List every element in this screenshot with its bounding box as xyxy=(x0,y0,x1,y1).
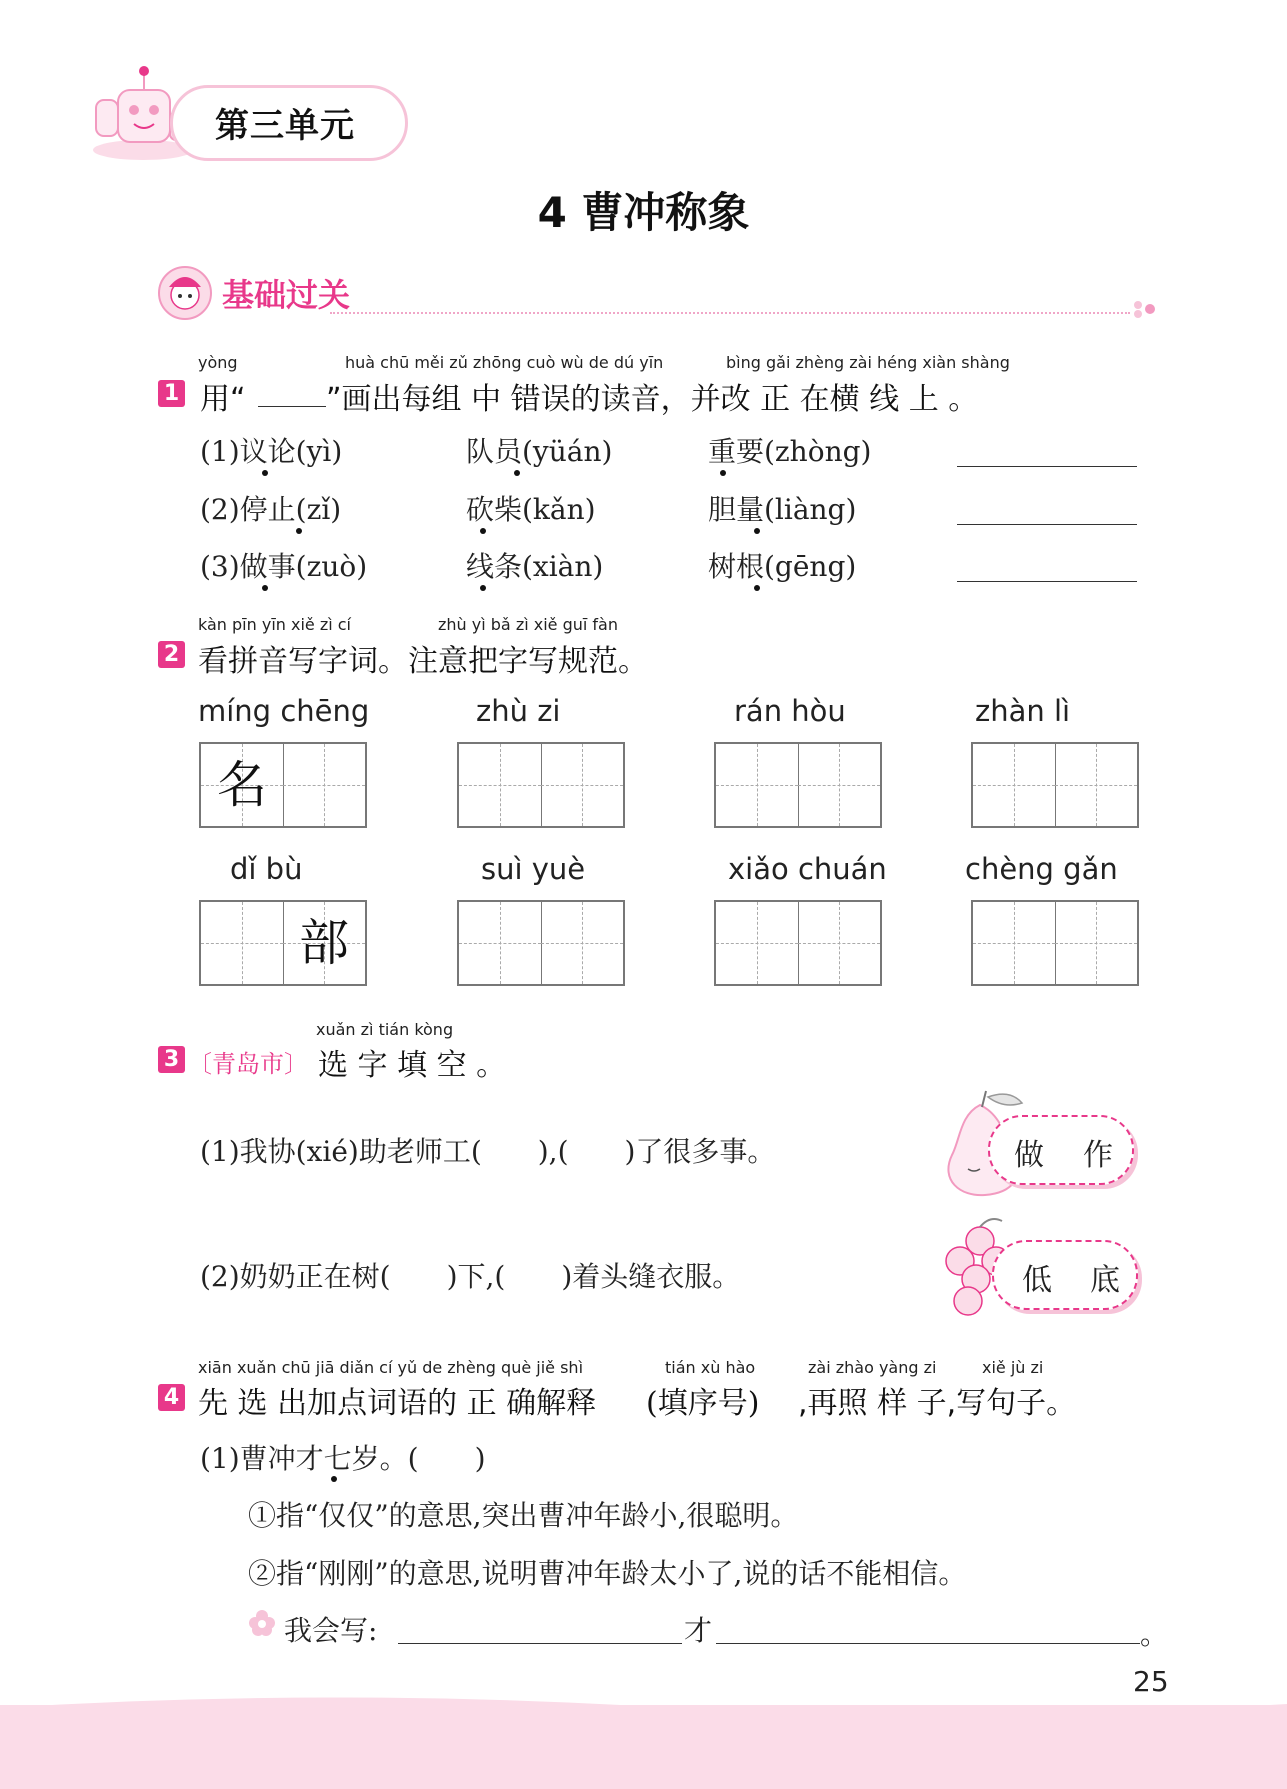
q1-row2-item3: 胆量(liàng) xyxy=(708,493,857,526)
q4-instruction-a: 先 选 出加点词语的 正 确解释 xyxy=(198,1386,597,1421)
bottom-band xyxy=(0,1705,1287,1789)
emphasis-dot xyxy=(754,528,760,534)
q2-pinyin-1: kàn pīn yīn xiě zì cí xyxy=(198,615,351,634)
q1-pinyin-3: bìng gǎi zhèng zài héng xiàn shàng xyxy=(726,353,1010,372)
q1-row3-item3: 树根(gēng) xyxy=(708,550,857,583)
writing-grid[interactable] xyxy=(199,900,367,986)
write-label: 我会写: xyxy=(284,1614,378,1647)
q3-instruction: 选 字 填 空 。 xyxy=(318,1048,507,1083)
write-end-mark: 。 xyxy=(1140,1618,1169,1651)
q1-row2-item2: 砍柴(kǎn) xyxy=(466,493,596,526)
q2-pinyin-item: rán hòu xyxy=(734,694,846,728)
q1-instruction-a: 用“ xyxy=(200,382,246,417)
question-number-3: 3 xyxy=(158,1046,185,1073)
write-line-1[interactable] xyxy=(398,1643,682,1644)
q2-pinyin-item: dǐ bù xyxy=(230,852,303,886)
emphasis-dot xyxy=(262,470,268,476)
q2-pinyin-2: zhù yì bǎ zì xiě guī fàn xyxy=(438,615,618,634)
lesson-title: 4 曹冲称象 xyxy=(537,188,750,237)
q1-answer-line-3[interactable] xyxy=(957,581,1137,582)
q4-pinyin-2: tián xù hào xyxy=(665,1358,756,1377)
choice-char: 底 xyxy=(1090,1263,1120,1298)
question-number-2: 2 xyxy=(158,641,185,668)
writing-grid[interactable] xyxy=(457,900,625,986)
writing-grid[interactable] xyxy=(714,900,882,986)
choice-char: 低 xyxy=(1022,1263,1052,1298)
q3-source-tag: 〔青岛市〕 xyxy=(188,1050,308,1078)
q4-pinyin-1: xiān xuǎn chū jiā diǎn cí yǔ de zhèng què jiě shì xyxy=(198,1358,584,1377)
page-number: 25 xyxy=(1133,1665,1169,1698)
q1-row2-item1: (2)停止(zǐ) xyxy=(200,493,342,526)
q4-option-2: ②指“刚刚”的意思,说明曹冲年龄太小了,说的话不能相信。 xyxy=(248,1557,967,1590)
q2-pinyin-item: xiǎo chuán xyxy=(728,852,887,886)
question-number-1: 1 xyxy=(158,380,185,407)
writing-grid[interactable] xyxy=(457,742,625,828)
writing-grid[interactable] xyxy=(971,900,1139,986)
q1-row1-item3: 重要(zhòng) xyxy=(708,435,872,468)
emphasis-dot xyxy=(514,470,520,476)
q1-answer-line-2[interactable] xyxy=(957,524,1137,525)
q2-instruction: 看拼音写字词。注意把字写规范。 xyxy=(198,644,648,679)
q3-sentence-2: (2)奶奶正在树( )下,( )着头缝衣服。 xyxy=(200,1260,741,1293)
q4-instruction-c: ,再照 样 子,写句子。 xyxy=(798,1386,1077,1421)
emphasis-dot xyxy=(754,585,760,591)
q1-row3-item2: 线条(xiàn) xyxy=(466,550,604,583)
section-divider xyxy=(330,312,1130,314)
q1-answer-line-1[interactable] xyxy=(957,466,1137,467)
question-number-4: 4 xyxy=(158,1384,185,1411)
flower-icon xyxy=(248,1609,276,1637)
q4-pinyin-3: zài zhào yàng zi xyxy=(808,1358,937,1377)
q4-pinyin-4: xiě jù zi xyxy=(982,1358,1044,1377)
emphasis-dot xyxy=(331,1476,337,1482)
write-line-2[interactable] xyxy=(716,1643,1140,1644)
emphasis-dot xyxy=(480,528,486,534)
q1-pinyin-2: huà chū měi zǔ zhōng cuò wù de dú yīn xyxy=(345,353,664,372)
choice-char: 作 xyxy=(1083,1138,1113,1173)
q4-instruction-b: (填序号) xyxy=(646,1386,760,1421)
emphasis-dot xyxy=(296,528,302,534)
dots-decoration-icon xyxy=(1133,299,1163,319)
q2-pinyin-item: chèng gǎn xyxy=(965,852,1118,886)
grid-char: 部 xyxy=(299,914,349,972)
q1-row3-item1: (3)做事(zuò) xyxy=(200,550,368,583)
q1-pinyin-1: yòng xyxy=(198,353,238,372)
q3-sentence-1: (1)我协(xié)助老师工( ),( )了很多事。 xyxy=(200,1135,776,1168)
grid-char xyxy=(283,744,365,826)
section-title: 基础过关 xyxy=(222,276,351,314)
writing-grid[interactable] xyxy=(199,742,367,828)
q1-instruction-b: ”画出每组 中 错误的读音，并改 正 在横 线 上 。 xyxy=(326,382,979,417)
q1-underline-sample xyxy=(258,406,326,407)
q1-row1-item1: (1)议论(yì) xyxy=(200,435,343,468)
q2-pinyin-item: míng chēng xyxy=(198,694,370,728)
q2-pinyin-item: zhàn lì xyxy=(975,694,1071,728)
writing-grid[interactable] xyxy=(714,742,882,828)
writing-grid[interactable] xyxy=(971,742,1139,828)
girl-avatar-icon xyxy=(157,265,213,321)
q3-pinyin: xuǎn zì tián kòng xyxy=(316,1020,454,1039)
emphasis-dot xyxy=(720,470,726,476)
q2-pinyin-item: zhù zi xyxy=(476,694,561,728)
emphasis-dot xyxy=(480,585,486,591)
q1-row1-item2: 队员(yüán) xyxy=(466,435,613,468)
q2-pinyin-item: suì yuè xyxy=(481,852,586,886)
unit-title: 第三单元 xyxy=(215,106,355,146)
emphasis-dot xyxy=(262,585,268,591)
q4-sub-question: (1)曹冲才七岁。( ) xyxy=(200,1442,486,1475)
choice-char: 做 xyxy=(1014,1138,1044,1173)
q4-option-1: ①指“仅仅”的意思,突出曹冲年龄小,很聪明。 xyxy=(248,1499,799,1532)
write-mid-char: 才 xyxy=(684,1614,713,1647)
grid-char: 名 xyxy=(217,756,267,814)
